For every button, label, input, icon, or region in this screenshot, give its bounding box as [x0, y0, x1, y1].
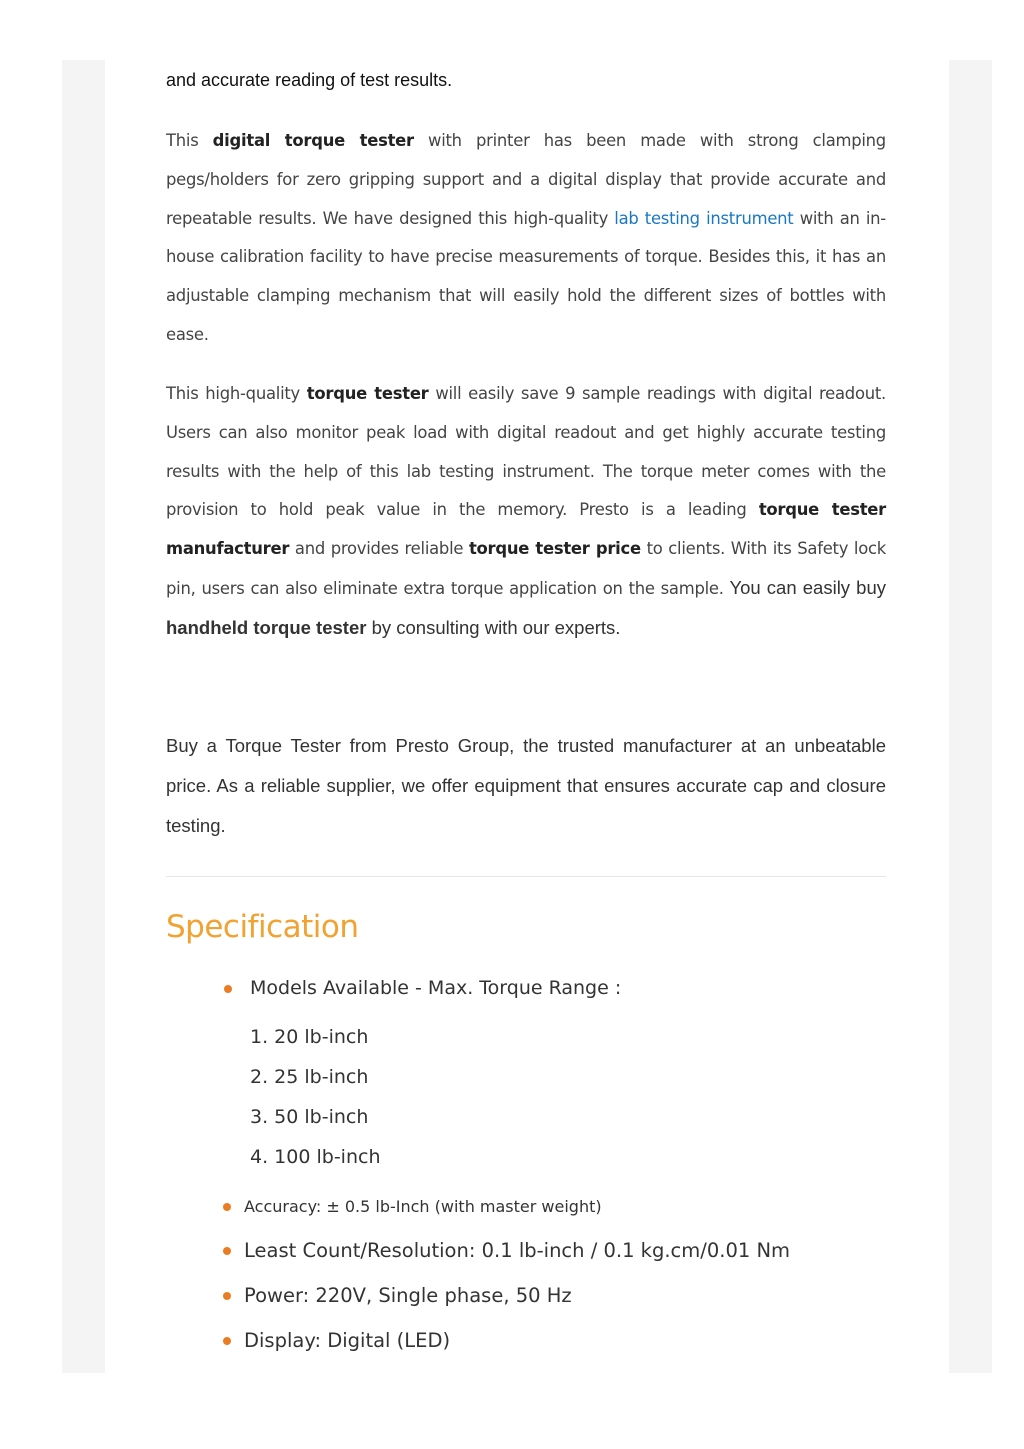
models-available-label: Models Available - Max. Torque Range :	[250, 977, 622, 999]
power-spec: Power: 220V, Single phase, 50 Hz	[244, 1284, 572, 1307]
bold-term: digital torque tester	[212, 131, 414, 150]
text-span: with printer has been made with strong clamping pegs/holders for zero gripping support and a digital display that provide accurate and repeatable results. We have designed this high-quality	[166, 131, 886, 228]
list-item: 3. 50 lb-inch	[250, 1106, 369, 1128]
bullet-icon	[223, 1337, 231, 1345]
text-span: to clients. With its Safety lock pin, users can also eliminate extra torque application on the sample.	[166, 539, 886, 598]
text-span: will easily save 9 sample readings with digital readout. Users can also monitor peak load with digital readout and get highly accurate testing results with the help of this lab testing instrument. The torque meter comes with the provision to hold peak value in the memory. Presto is a leading	[166, 384, 887, 520]
bullet-icon	[223, 1292, 231, 1300]
model-value: 20 lb-inch	[274, 1026, 369, 1048]
text-span: You can easily buy	[723, 576, 886, 598]
intro-line: and accurate reading of test results.	[166, 70, 453, 90]
lab-testing-instrument-link[interactable]: lab testing instrument	[614, 208, 794, 228]
list-item: 4. 100 lb-inch	[250, 1146, 381, 1168]
paragraph-buy-torque-tester: Buy a Torque Tester from Presto Group, the trusted manufacturer at an unbeatable price. As a reliable supplier, we offer equipment that ensures accurate cap and closure testing.	[166, 735, 886, 836]
bold-term: torque tester manufacturer	[166, 500, 886, 559]
list-item: 1. 20 lb-inch	[250, 1026, 369, 1048]
text-span: This high-quality	[166, 384, 307, 403]
model-value: 100 lb-inch	[274, 1146, 381, 1168]
section-divider	[166, 876, 886, 877]
display-spec: Display: Digital (LED)	[244, 1329, 451, 1352]
bold-term: torque tester	[306, 384, 429, 403]
paragraph-digital-torque-tester	[166, 122, 886, 355]
text-span: This	[166, 131, 213, 150]
bullet-icon	[223, 1203, 231, 1211]
text-span: and provides reliable	[289, 539, 469, 559]
text-span: by consulting with our experts.	[366, 616, 621, 638]
model-value: 25 lb-inch	[274, 1066, 369, 1088]
right-gutter	[949, 60, 992, 1373]
model-value: 50 lb-inch	[274, 1106, 369, 1128]
specification-heading: Specification	[166, 909, 359, 945]
paragraph-torque-tester-features	[166, 375, 886, 649]
bullet-icon	[224, 985, 232, 993]
bold-term: torque tester price	[468, 539, 641, 559]
accuracy-spec: Accuracy: ± 0.5 lb-Inch (with master weight)	[244, 1197, 602, 1216]
bold-term: handheld torque tester	[166, 616, 367, 638]
text-span: with an in-house calibration facility to have precise measurements of torque. Besides this, it has an adjustable clamping mechanism that will easily hold the different sizes of bottles with ease.	[166, 208, 886, 344]
bullet-icon	[223, 1247, 231, 1255]
models-list	[250, 1022, 380, 1182]
left-gutter	[62, 60, 105, 1373]
least-count-spec: Least Count/Resolution: 0.1 lb-inch / 0.1 kg.cm/0.01 Nm	[244, 1239, 791, 1262]
list-item: 2. 25 lb-inch	[250, 1066, 369, 1088]
